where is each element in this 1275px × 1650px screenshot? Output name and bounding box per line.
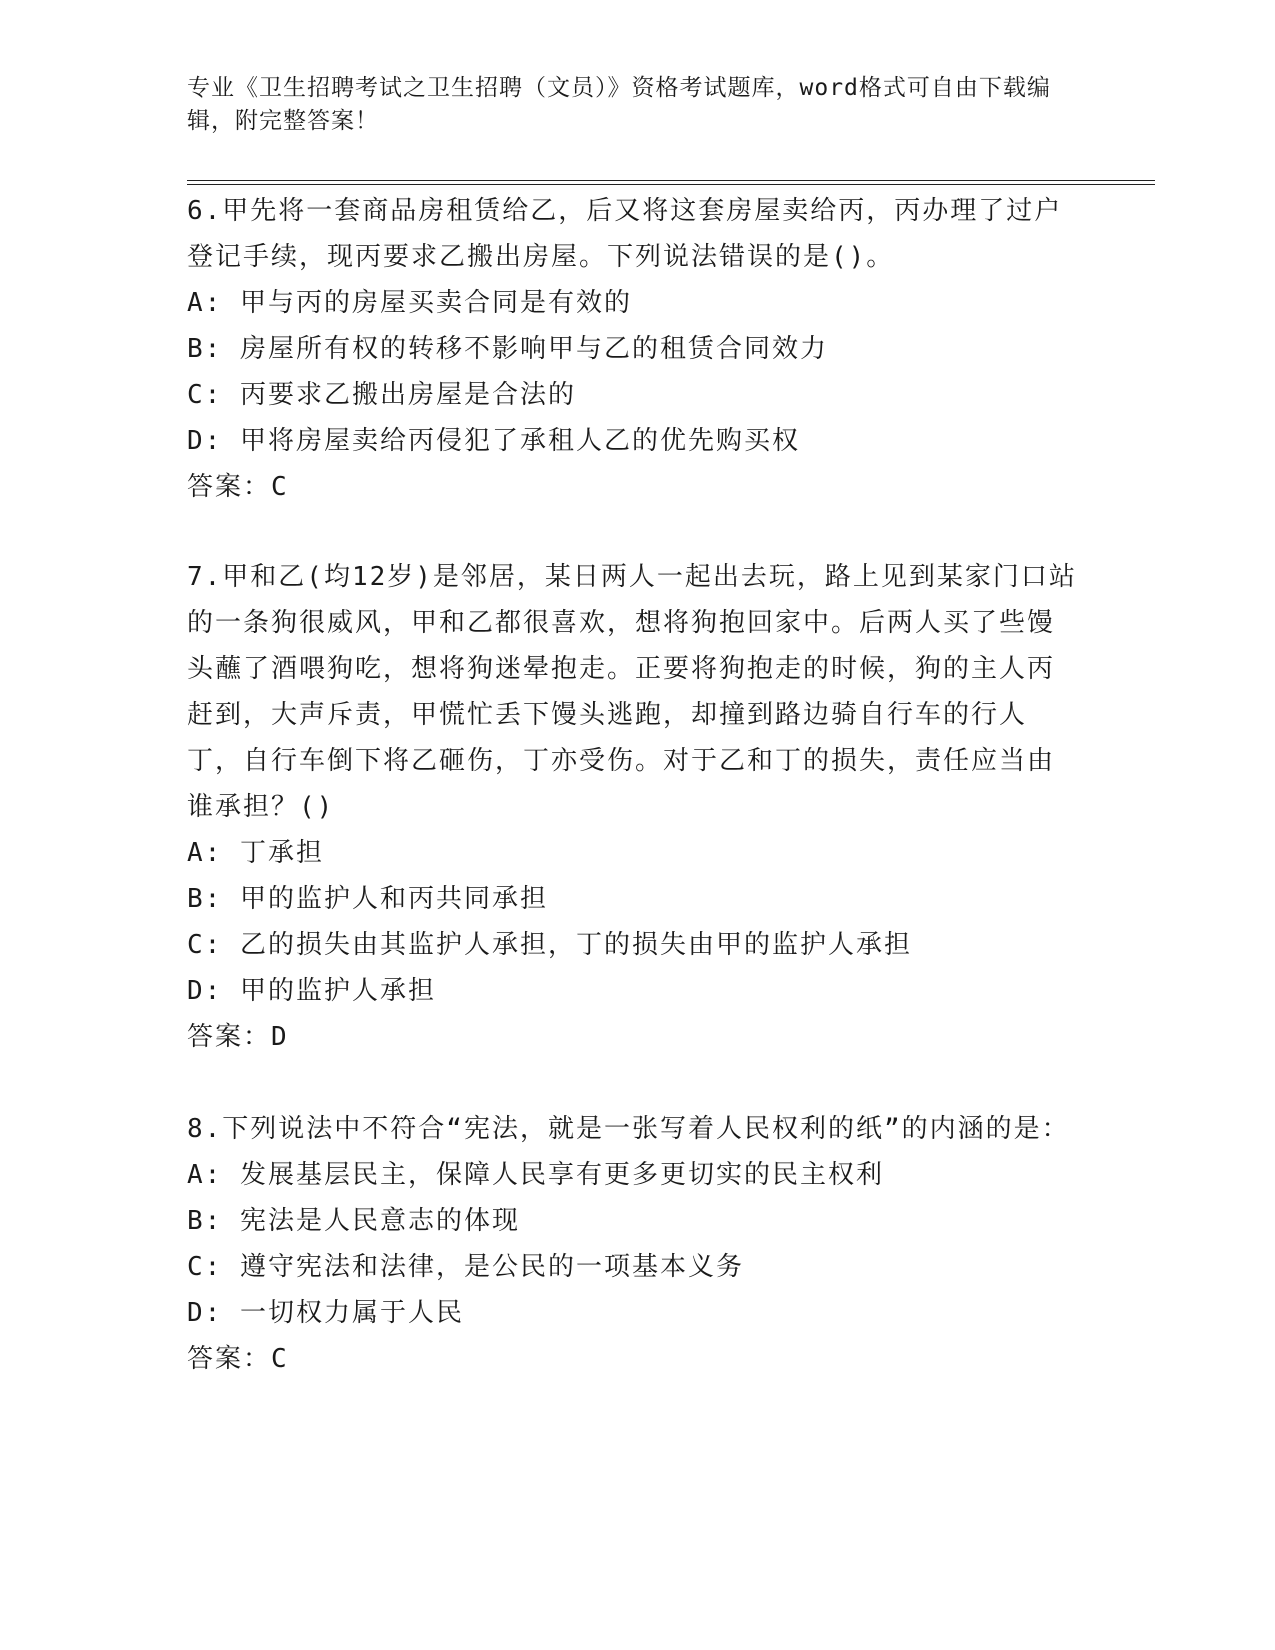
option-a: A: 发展基层民主，保障人民享有更多更切实的民主权利 xyxy=(187,1160,884,1190)
question-stem: 8.下列说法中不符合“宪法，就是一张写着人民权利的纸”的内涵的是： xyxy=(187,1114,1070,1144)
option-a: A: 甲与丙的房屋买卖合同是有效的 xyxy=(187,288,632,318)
question-7 xyxy=(187,554,1077,1060)
option-c: C: 丙要求乙搬出房屋是合法的 xyxy=(187,380,576,410)
option-c: C: 乙的损失由其监护人承担，丁的损失由甲的监护人承担 xyxy=(187,930,912,960)
header-divider-top xyxy=(187,180,1155,181)
option-b: B: 房屋所有权的转移不影响甲与乙的租赁合同效力 xyxy=(187,334,828,364)
option-b: B: 甲的监护人和丙共同承担 xyxy=(187,884,548,914)
document-header: 专业《卫生招聘考试之卫生招聘（文员）》资格考试题库，word格式可自由下载编辑，附完整答案！ xyxy=(187,75,1051,134)
answer-label: 答案：C xyxy=(187,1344,289,1374)
answer-label: 答案：C xyxy=(187,472,289,502)
option-b: B: 宪法是人民意志的体现 xyxy=(187,1206,520,1236)
header-divider-bottom xyxy=(187,184,1155,185)
option-d: D: 甲将房屋卖给丙侵犯了承租人乙的优先购买权 xyxy=(187,426,800,456)
question-8 xyxy=(187,1106,1077,1382)
option-c: C: 遵守宪法和法律，是公民的一项基本义务 xyxy=(187,1252,744,1282)
option-d: D: 甲的监护人承担 xyxy=(187,976,436,1006)
question-stem: 7.甲和乙(均12岁)是邻居，某日两人一起出去玩，路上见到某家门口站的一条狗很威风，甲和乙都很喜欢，想将狗抱回家中。后两人买了些馒头蘸了酒喂狗吃，想将狗迷晕抱走。正要将狗抱走的时候，狗的主人丙赶到，大声斥责，甲慌忙丢下馒头逃跑，却撞到路边骑自行车的行人丁，自行车倒下将乙砸伤，丁亦受伤。对于乙和丁的损失，责任应当由谁承担？() xyxy=(187,562,1077,822)
option-a: A: 丁承担 xyxy=(187,838,324,868)
question-stem: 6.甲先将一套商品房租赁给乙，后又将这套房屋卖给丙，丙办理了过户登记手续，现丙要求乙搬出房屋。下列说法错误的是()。 xyxy=(187,196,1063,272)
question-6 xyxy=(187,188,1077,510)
answer-label: 答案：D xyxy=(187,1022,289,1052)
option-d: D: 一切权力属于人民 xyxy=(187,1298,464,1328)
